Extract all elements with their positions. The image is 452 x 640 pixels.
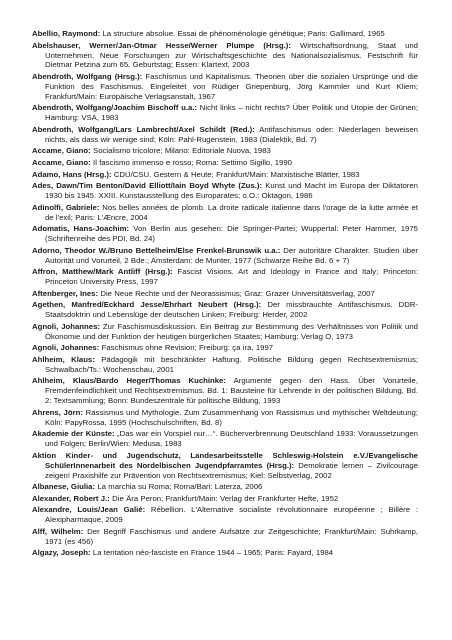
bibliography-entry [32, 408, 418, 428]
entry-citation: Antifaschismus oder: Niederlagen beweisen nichts, als dass wir wenige sind; Köln: Pahl-Rugenstein, 1983 (Dialektik, Bd. 7) [45, 124, 418, 144]
entry-author: Abendroth, Wolfgang/Lars Lambrecht/Axel Schildt (Red.): [32, 124, 255, 134]
entry-author: Agnoli, Johannes: [32, 321, 100, 331]
bibliography-entry [32, 548, 418, 558]
entry-author: Adamo, Hans (Hrsg.): [32, 169, 112, 179]
entry-citation: Argumente gegen den Hass. Über Vorurteile, Fremdenfeindlichkeit und Rechtsextremismus. Bd. 1: Bausteine für Lehrende in der politischen Bildung, Bd. 2: Textsammlung; Bonn: Bundeszentrale für politische Bildung, 1993 [45, 376, 418, 406]
entry-citation: Zur Faschismusdiskussion. Ein Beitrag zur Bestimmung des Verhältnisses von Politik und Ökonomie und der Funktion der heutigen bürgerlichen Staates; Hamburg: Verlag O, 1973 [45, 321, 418, 341]
entry-citation: Fascist Visions. Art and Ideology in France and Italy; Princeton: Princeton University Press, 1997 [45, 267, 418, 287]
entry-citation: Wirtschaftsordnung, Staat und Unternehmen. Neue Forschungen zur Wirtschaftsgeschichte des Nationalsozialismus. Festschrift für Dietmar Petzina zum 65. Geburtstag; Essen: Klartext, 2003 [45, 40, 418, 70]
entry-author: Agnoli, Johannes: [32, 343, 100, 353]
bibliography-list [32, 29, 418, 558]
entry-author: Ahlheim, Klaus: [32, 354, 95, 364]
bibliography-entry [32, 289, 418, 299]
bibliography-entry [32, 322, 418, 342]
entry-citation: Kunst und Macht im Europa der Diktatoren 1930 bis 1945. XXIII. Kunstausstellung des Europarates; o.O.: Oktagon, 1986 [45, 181, 418, 201]
entry-citation: Faschismus und Kapitalismus. Theorien über die sozialen Ursprünge und die Funktion des Faschismus. Eingeleitet von Rüdiger Griepenburg, Jörg Kammler und Kurt Kliem; Frankfurt/Main: Europäische Verlagsanstalt, 1967 [45, 72, 418, 101]
bibliography-entry [32, 103, 418, 123]
entry-author: Algazy, Joseph: [32, 548, 91, 558]
bibliography-entry [32, 376, 418, 406]
entry-citation: Rassismus und Mythologie. Zum Zusammenhang von Rassismus und mythischer Weltdeutung; Köln: PapyRossa, 1995 (Hochschulschriften, Bd. 8) [45, 407, 418, 427]
entry-author: Affron, Matthew/Mark Antliff (Hrsg.): [32, 267, 173, 277]
entry-author: Adinolfi, Gabriele: [32, 202, 100, 212]
entry-author: Alff, Wilhelm: [32, 526, 84, 536]
entry-citation: „Das war ein Vorspiel nur…“. Bücherverbrennung Deutschland 1933: Voraussetzungen und Folgen; Berlin/Wien: Medusa, 1983 [45, 429, 418, 449]
bibliography-entry [32, 29, 418, 39]
bibliography-entry [32, 224, 418, 244]
entry-author: Aktion Kinder- und Jugendschutz, Landesarbeitsstelle Schleswig-Holstein e.V./Evangelische SchülerInnenarbeit des Nordelbischen Jugendpfarramtes (Hrsg.): [32, 450, 418, 470]
bibliography-entry [32, 170, 418, 180]
bibliography-entry [32, 451, 418, 481]
entry-author: Abellio, Raymond: [32, 29, 101, 38]
bibliography-entry [32, 482, 418, 492]
entry-author: Accame, Giano: [32, 158, 91, 167]
entry-citation: Faschismus ohne Revision; Freiburg: ça ira, 1997 [99, 343, 274, 353]
bibliography-entry [32, 267, 418, 287]
entry-author: Akademie der Künste: [32, 429, 115, 439]
entry-citation: La tentation néo-fasciste en France 1944 – 1965; Paris: Fayard, 1984 [90, 548, 334, 558]
bibliography-entry [32, 429, 418, 449]
bibliography-entry [32, 72, 418, 102]
entry-author: Ahlheim, Klaus/Bardo Heger/Thomas Kuchinke: [32, 376, 226, 386]
entry-citation: La marchia su Roma; Roma/Bari: Laterza, 2006 [95, 482, 263, 492]
entry-citation: Socialismo tricolore; Milano: Editoriale Nuova, 1983 [90, 146, 271, 156]
entry-author: Aftenberger, Ines: [32, 288, 99, 298]
entry-citation: Von Berlin aus gesehen: Die Springer-Partei; Wuppertal: Peter Hammer, 1975 (Schriftenreihe des PDI, Bd. 24) [45, 224, 418, 244]
bibliography-entry [32, 203, 418, 223]
bibliography-entry [32, 494, 418, 504]
bibliography-entry [32, 181, 418, 201]
entry-citation: Die Ära Peron; Frankfurt/Main: Verlag der Frankfurter Hefte, 1952 [109, 493, 339, 503]
entry-author: Abendroth, Wolfgang (Hrsg.): [32, 72, 143, 81]
bibliography-entry [32, 125, 418, 145]
entry-author: Alexander, Robert J.: [32, 493, 110, 503]
entry-author: Ahrens, Jörn: [32, 407, 83, 417]
entry-author: Ades, Dawn/Tim Benton/David Elliott/Iain Boyd Whyte (Zus.): [32, 181, 263, 191]
entry-citation: CDU/CSU. Gestern & Heute; Frankfurt/Main: Marxistische Blätter, 1983 [111, 169, 360, 179]
bibliography-entry [32, 343, 418, 353]
entry-citation: Der autoritäre Charakter. Studien über Autorität und Vorurteil, 2 Bde.; Amsterdam: de Munter, 1977 (Schwarze Reihe Bd. 6 + 7) [45, 245, 419, 265]
entry-citation: Pädagogik mit beschränkter Haftung. Politische Bildung gegen Rechtsextremismus; Schwalbach/Ts.: Wochenschau, 2001 [45, 354, 418, 374]
entry-citation: Il fascismo immenso e rosso; Roma: Settimo Sigillo, 1990 [90, 158, 292, 167]
bibliography-entry [32, 300, 418, 320]
entry-citation: Nos belles années de plomb. La droite radicale italienne dans l'orage de la lutte armée et de l'exil; Paris: L'Æncre, 2004 [45, 202, 418, 222]
bibliography-entry [32, 41, 418, 71]
entry-citation: Der Begriff Faschismus und andere Aufsätze zur Zeitgeschichte; Frankfurt/Main: Suhrkamp, 1971 (es 456) [45, 526, 418, 546]
entry-author: Albanese, Giulia: [32, 482, 96, 492]
bibliography-entry [32, 158, 418, 168]
entry-citation: Der missbrauchte Antifaschismus. DDR-Staatsdoktrin und Lebenslüge der deutschen Linken; Freiburg: Herder, 2002 [45, 300, 418, 320]
bibliography-entry [32, 355, 418, 375]
entry-author: Abendroth, Wolfgang/Joachim Bischoff u.a.: [32, 103, 198, 113]
entry-author: Abelshauser, Werner/Jan-Otmar Hesse/Werner Plumpe (Hrsg.): [32, 40, 291, 50]
bibliography-entry [32, 527, 418, 547]
entry-citation: Nicht links – nicht rechts? Über Politik und Utopie der Grünen; Hamburg: VSA, 1983 [45, 103, 418, 123]
entry-citation: Rébellion. L'Alternative socialiste révolutionnaire européenne ; Billère : Alexipharmaque, 2009 [45, 505, 418, 525]
bibliography-entry [32, 146, 418, 156]
entry-author: Accame, Giano: [32, 146, 91, 156]
bibliography-entry [32, 505, 418, 525]
bibliography-entry [32, 246, 418, 266]
entry-citation: Demokratie lernen – Zivilcourage zeigen! Praxishilfe zur Prävention von Rechtsextremismus; Kiel: Selbstverlag, 2002 [45, 460, 418, 480]
entry-author: Adomatis, Hans-Joachim: [32, 224, 130, 234]
entry-citation: Die Neue Rechte und der Neorassismus; Graz: Grazer Universitätsverlag, 2007 [98, 288, 375, 298]
entry-author: Alexandre, Louis/Jean Galié: [32, 505, 146, 515]
entry-author: Adorno, Theodor W./Bruno Bettelheim/Else Frenkel-Brunswik u.a.: [32, 245, 281, 255]
entry-citation: La structure absolue. Essai de phénoménologie génétique; Paris: Gallimard, 1965 [100, 29, 385, 38]
entry-author: Agethen, Manfred/Eckhard Jesse/Ehrhart Neubert (Hrsg.): [32, 300, 262, 310]
